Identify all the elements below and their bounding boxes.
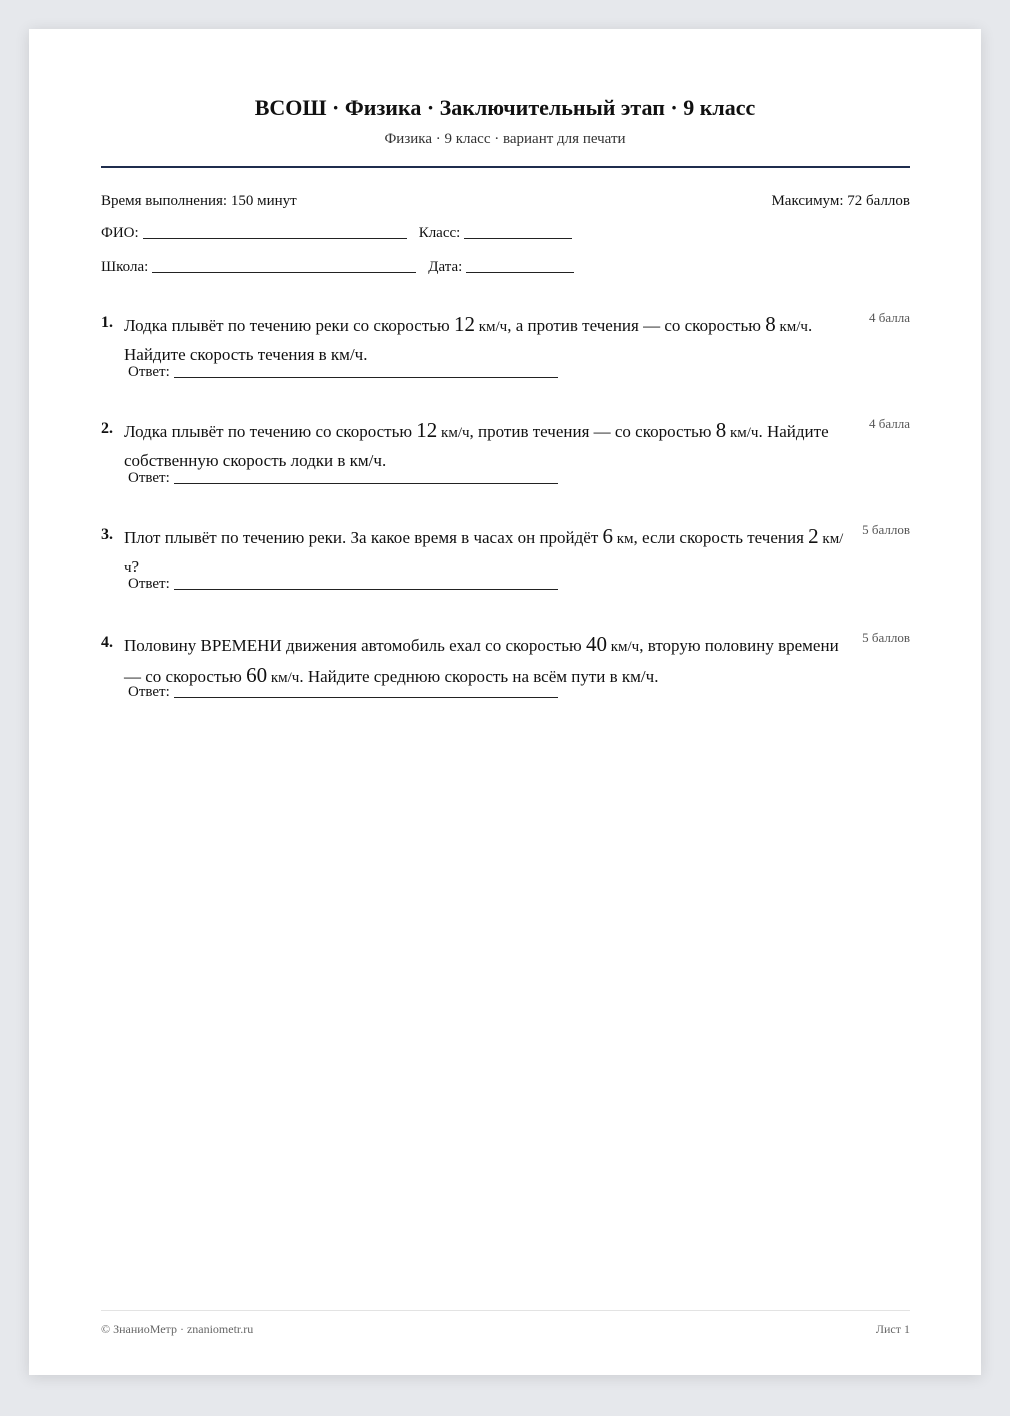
- task-text: Лодка плывёт по течению реки со скоростью 12 км/ч, а против течения — со скоростью 8 км/ч. Найдите скорость течения в км/ч.: [124, 312, 813, 364]
- fio-class-row: [101, 225, 584, 242]
- max-score: Максимум: 72 баллов: [771, 193, 910, 209]
- answer-label: Ответ:: [128, 364, 170, 380]
- page-subtitle: Физика · 9 класс · вариант для печати: [384, 131, 626, 147]
- fio-field[interactable]: [143, 237, 407, 239]
- answer-row: [128, 684, 558, 701]
- answer-row: [128, 576, 558, 593]
- class-field[interactable]: [464, 237, 572, 239]
- header-divider: [101, 166, 910, 168]
- answer-field[interactable]: [174, 377, 558, 378]
- page-title: ВСОШ · Физика · Заключительный этап · 9 класс: [254, 95, 756, 120]
- fio-label: ФИО:: [101, 225, 139, 241]
- school-date-row: [101, 259, 586, 276]
- school-field[interactable]: [152, 271, 416, 273]
- footer-copyright: © ЗнаниоМетр · znaniometr.ru: [101, 1322, 254, 1336]
- task-text: Половину ВРЕМЕНИ движения автомобиль ехал со скоростью 40 км/ч, вторую половину времени — со скоростью 60 км/ч. Найдите среднюю скорость на всём пути в км/ч.: [124, 632, 839, 687]
- task-points: 5 баллов: [862, 630, 910, 645]
- answer-field[interactable]: [174, 589, 558, 590]
- footer-divider: [101, 1310, 910, 1311]
- date-label: Дата:: [428, 259, 463, 275]
- answer-label: Ответ:: [128, 470, 170, 486]
- answer-row: [128, 364, 558, 381]
- task-points: 5 баллов: [862, 522, 910, 537]
- date-field[interactable]: [466, 271, 574, 273]
- task-number: 3.: [101, 526, 113, 543]
- page-footer: [101, 1322, 910, 1337]
- time-limit: Время выполнения: 150 минут: [101, 193, 297, 209]
- answer-row: [128, 470, 558, 487]
- task-text: Плот плывёт по течению реки. За какое время в часах он пройдёт 6 км, если скорость течения 2 км/ч?: [124, 524, 844, 576]
- meta-row: [101, 193, 910, 210]
- answer-field[interactable]: [174, 697, 558, 698]
- task-text: Лодка плывёт по течению со скоростью 12 км/ч, против течения — со скоростью 8 км/ч. Найдите собственную скорость лодки в км/ч.: [124, 418, 829, 470]
- class-label: Класс:: [418, 225, 461, 241]
- school-label: Школа:: [101, 259, 149, 275]
- task-points: 4 балла: [869, 310, 910, 325]
- task-number: 2.: [101, 420, 113, 437]
- task-number: 1.: [101, 314, 113, 331]
- answer-label: Ответ:: [128, 684, 170, 700]
- worksheet-page: [29, 29, 981, 1375]
- task-number: 4.: [101, 634, 113, 651]
- answer-label: Ответ:: [128, 576, 170, 592]
- task-points: 4 балла: [869, 416, 910, 431]
- page-number: Лист 1: [875, 1322, 910, 1336]
- answer-field[interactable]: [174, 483, 558, 484]
